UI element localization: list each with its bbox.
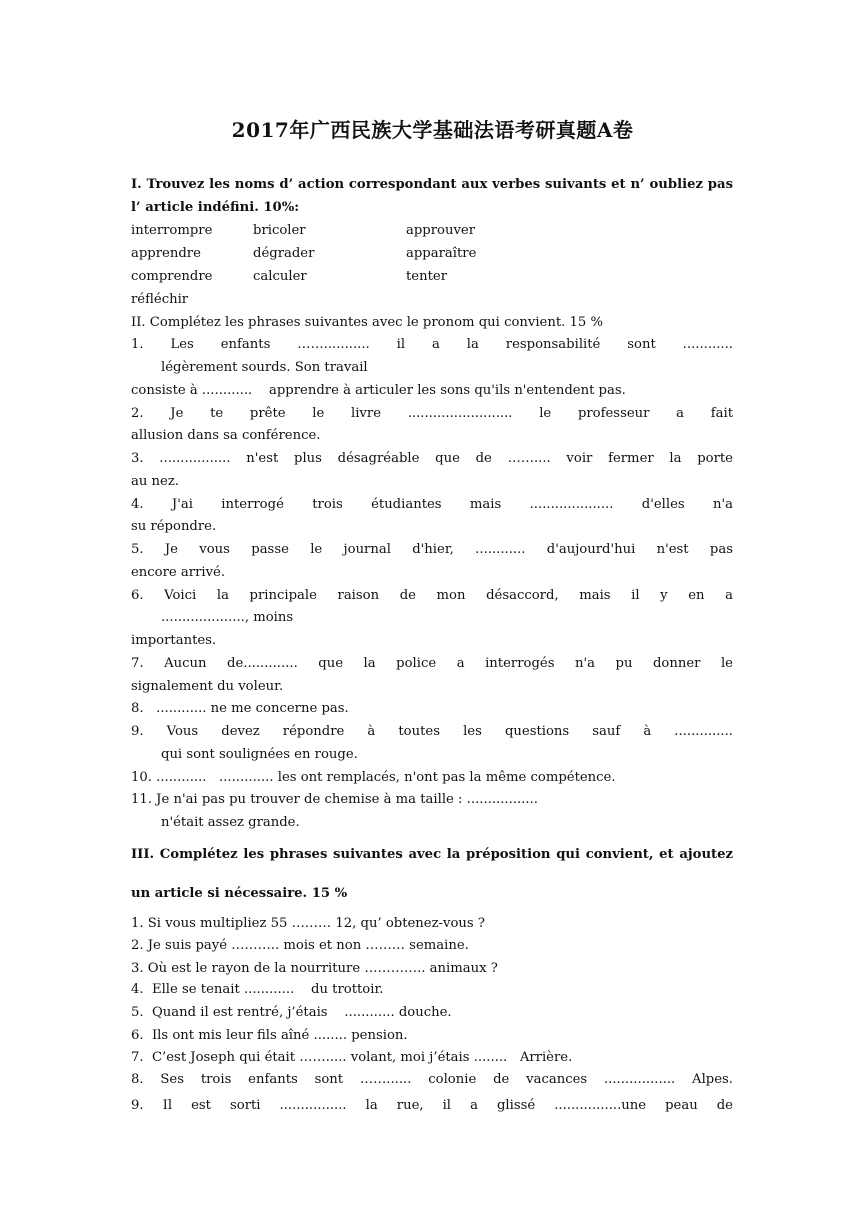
part3-heading-line2: un article si nécessaire. 15 %	[131, 886, 348, 901]
document-title: 2017年广西民族大学基础法语考研真题A卷	[231, 118, 634, 142]
exercise-line: importantes.	[131, 633, 217, 648]
part3-heading-line1: III. Complétez les phrases suivantes avec la préposition qui convient, et ajoutez	[131, 847, 733, 862]
part1-heading-line2: l’ article indéfini. 10%:	[131, 200, 300, 215]
verb-cell: tenter	[406, 269, 448, 284]
exercise-line: 1. Les enfants ……........... il a la responsabilité sont ............	[131, 337, 733, 352]
exercise-line: 4. J'ai interrogé trois étudiantes mais .................... d'elles n'a	[131, 497, 733, 512]
exercise-line: 8. ............ ne me concerne pas.	[131, 701, 349, 716]
exercise-line: au nez.	[131, 474, 179, 489]
verb-cell: approuver	[406, 223, 476, 238]
verb-cell: réfléchir	[131, 292, 189, 307]
exercise-line: 6. Ils ont mis leur fils aîné ........ pension.	[131, 1028, 408, 1043]
exercise-line: 2. Je te prête le livre ......................... le professeur a fait	[131, 406, 733, 421]
exercise-line: su répondre.	[131, 519, 217, 534]
exercise-line: 5. Quand il est rentré, j’étais ............ douche.	[131, 1005, 452, 1020]
part2-heading: II. Complétez les phrases suivantes avec le pronom qui convient. 15 %	[131, 315, 604, 330]
verb-cell: comprendre	[131, 269, 213, 284]
part1-heading-line1: I. Trouvez les noms d’ action correspondant aux verbes suivants et n’ oubliez pas	[131, 177, 733, 192]
exercise-line: 7. C’est Joseph qui était ……..... volant, moi j’étais ........ Arrière.	[131, 1050, 573, 1065]
exercise-line: 1. Si vous multipliez 55 ……… 12, qu’ obtenez-vous ?	[131, 916, 485, 931]
exercise-line: 3. ................. n'est plus désagréable que de …….... voir fermer la porte	[131, 451, 733, 466]
exercise-line: légèrement sourds. Son travail	[161, 360, 368, 375]
verb-cell: interrompre	[131, 223, 213, 238]
verb-cell: apparaître	[406, 246, 477, 261]
exercise-line: 9. Il est sorti ................ la rue, il a glissé ................une peau de	[131, 1098, 733, 1113]
exercise-line: ...................., moins	[161, 610, 294, 625]
exercise-line: qui sont soulignées en rouge.	[161, 747, 358, 762]
verb-cell: calculer	[253, 269, 307, 284]
exercise-line: 9. Vous devez répondre à toutes les questions sauf à ..............	[131, 724, 733, 739]
exercise-line: 8. Ses trois enfants sont ……...... colonie de vacances ................. Alpes.	[131, 1072, 733, 1087]
exercise-line: consiste à ............ apprendre à articuler les sons qu'ils n'entendent pas.	[131, 383, 626, 398]
exercise-line: signalement du voleur.	[131, 679, 284, 694]
exercise-line: encore arrivé.	[131, 565, 226, 580]
verb-cell: apprendre	[131, 246, 201, 261]
exercise-line: 3. Où est le rayon de la nourriture ………….. animaux ?	[131, 961, 498, 976]
exercise-line: 6. Voici la principale raison de mon désaccord, mais il y en a	[131, 588, 733, 603]
exercise-line: 7. Aucun de............. que la police a interrogés n'a pu donner le	[131, 656, 733, 671]
exercise-line: 11. Je n'ai pas pu trouver de chemise à ma taille : .................	[131, 792, 538, 807]
exercise-line: 5. Je vous passe le journal d'hier, ............ d'aujourd'hui n'est pas	[131, 542, 733, 557]
exercise-line: 4. Elle se tenait ............ du trottoir.	[131, 982, 384, 997]
verb-cell: bricoler	[253, 223, 306, 238]
exercise-line: 2. Je suis payé ……….. mois et non ……… semaine.	[131, 938, 469, 953]
exercise-line: allusion dans sa conférence.	[131, 428, 321, 443]
verb-cell: dégrader	[253, 246, 315, 261]
exercise-line: 10. ............ ............. les ont remplacés, n'ont pas la même compétence.	[131, 770, 616, 785]
exercise-line: n'était assez grande.	[161, 815, 300, 830]
